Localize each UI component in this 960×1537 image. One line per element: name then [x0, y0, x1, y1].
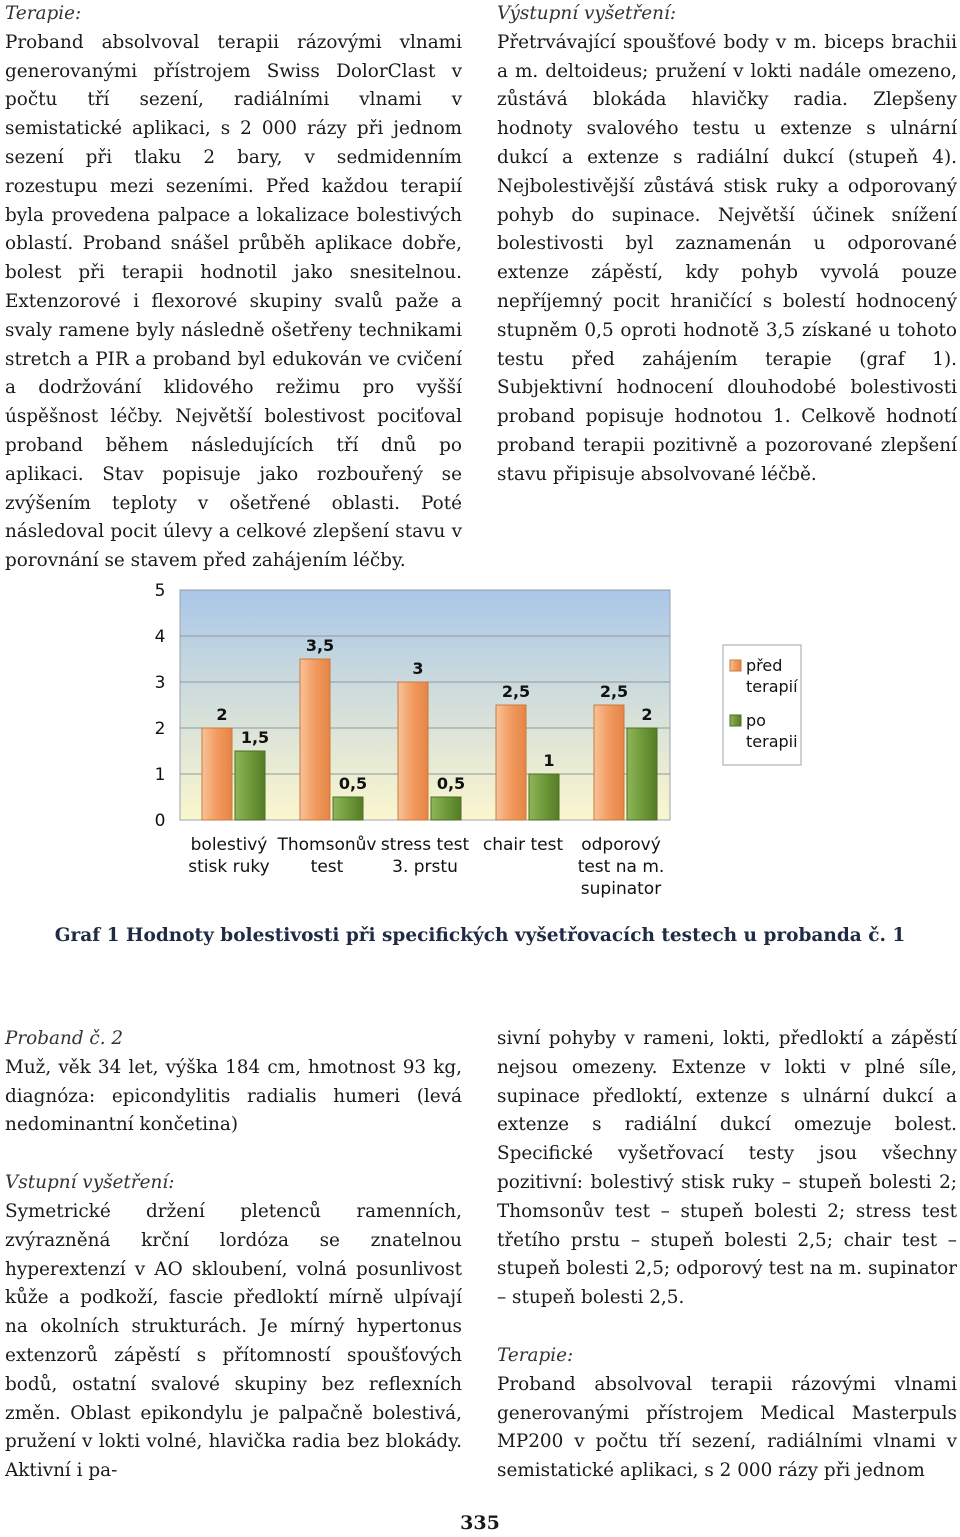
bar-value-label: 0,5: [436, 774, 466, 793]
legend-label: před: [746, 656, 783, 675]
y-tick-label: 3: [154, 673, 166, 693]
page-number: 335: [460, 1512, 500, 1534]
legend-swatch-0: [730, 660, 741, 671]
figure-caption: Graf 1 Hodnoty bolestivosti při specifických vyšetřovacích testech u probanda č. 1: [54, 925, 906, 946]
bar-value-label: 2: [216, 705, 228, 724]
y-tick-label: 2: [154, 719, 166, 739]
article-column-bottom-left: [5, 1025, 462, 1486]
y-tick-label: 5: [154, 581, 166, 601]
bar-value-label: 1: [543, 751, 555, 770]
bar-value-label: 0,5: [338, 774, 368, 793]
section-heading-therapy: Terapie:: [5, 3, 82, 24]
bar-before-1: [300, 659, 330, 820]
legend-label: terapií: [746, 677, 798, 696]
chart-canvas: [140, 570, 840, 900]
bar-value-label: 2,5: [599, 682, 629, 701]
bar-value-label: 2: [641, 705, 653, 724]
bar-before-3: [496, 705, 526, 820]
bar-value-label: 1,5: [240, 728, 270, 747]
article-column-bottom-right: [497, 1025, 957, 1486]
bar-value-label: 2,5: [501, 682, 531, 701]
bar-before-4: [594, 705, 624, 820]
bar-after-0: [235, 751, 265, 820]
bar-before-2: [398, 682, 428, 820]
therapy-paragraph: Proband absolvoval terapii rázovými vlnami generovanými přístrojem Swiss DolorClast v počtu tří sezení, radiálními vlnami v semistatické aplikaci, s 2 000 rázy při jednom sezení při tlaku 2 bary, v sedmidenním rozestupu mezi sezeními. Před každou terapií byla provedena palpace a lokalizace bolestivých oblastí. Proband snášel průběh aplikace dobře, bolest při terapii hodnotil jako snesitelnou. Extenzorové i flexorové skupiny svalů paže a svaly ramene byly následně ošetřeny technikami stretch a PIR a proband byl edukován ve cvičení a dodržování klidového režimu pro vyšší úspěšnost léčby. Největší bolestivost pociťoval proband během následujících tří dnů po aplikaci. Stav popisuje jako rozbouřený se zvýšením teploty v ošetřené oblasti. Poté následoval pocit úlevy a celkové zlepšení stavu v porovnání se stavem před zahájením léčby.: [5, 31, 462, 572]
input-exam-continuation: sivní pohyby v rameni, lokti, předloktí a zápěstí nejsou omezeny. Extenze v lokti v plné síle, supinace předloktí, extenze s ulnární dukcí a extenze s radiální dukcí omezuje bolest. Specifické vyšetřovací testy jsou všechny pozitivní: bolestivý stisk ruky – stupeň bolesti 2; Thomsonův test – stupeň bolesti 2; stress test třetího prstu – stupeň bolesti 2,5; chair test – stupeň bolesti 2,5; odporový test na m. supinator – stupeň bolesti 2,5.: [497, 1028, 957, 1309]
bar-value-label: 3,5: [305, 636, 335, 655]
x-tick-label: odporový: [581, 835, 661, 855]
legend-label: terapii: [746, 732, 798, 751]
therapy-2-paragraph: Proband absolvoval terapii rázovými vlnami generovanými přístrojem Medical Masterpuls MP200 v počtu tří sezení, radiálními vlnami v semistatické aplikaci, s 2 000 rázy při jednom: [497, 1373, 957, 1482]
x-tick-label: bolestivý: [190, 835, 268, 855]
x-tick-label: stisk ruky: [188, 857, 270, 877]
pain-chart: [140, 570, 840, 900]
input-exam-paragraph: Symetrické držení pletenců ramenních, zvýrazněná krční lordóza se znatelnou hyperextenzí v AO skloubení, volná posunlivost kůže a podkoží, fascie předloktí mírně ulpívají na okolních strukturách. Je mírný hypertonus extenzorů zápěstí s přítomností spoušťových bodů, ostatní svalové skupiny bez reflexních změn. Oblast epikondylu je palpačně bolestivá, pružení v lokti volné, hlavička radia bez blokády. Aktivní i pa-: [5, 1200, 462, 1482]
bar-after-2: [431, 797, 461, 820]
y-tick-label: 0: [154, 811, 166, 831]
bar-after-3: [529, 774, 559, 820]
x-tick-label: 3. prstu: [392, 857, 458, 877]
y-tick-label: 1: [154, 765, 166, 785]
section-heading-therapy-2: Terapie:: [497, 1344, 574, 1366]
output-exam-paragraph: Přetrvávající spoušťové body v m. biceps brachii a m. deltoideus; pružení v lokti nadále omezeno, zůstává blokáda hlavičky radia. Zlepšeny hodnoty svalového testu u extenze s ulnární dukcí a extenze s radiální dukcí (stupeň 4). Nejbolestivější zůstává stisk ruky a odporovaný pohyb do supinace. Největší účinek snížení bolestivosti byl zaznamenán u odporované extenze zápěstí, kdy pohyb vyvolá pouze nepříjemný pocit hraničící s bolestí hodnocený stupněm 0,5 oproti hodnotě 3,5 získané u tohoto testu před zahájením terapie (graf 1). Subjektivní hodnocení dlouhodobé bolestivosti proband popisuje hodnotou 1. Celkově hodnotí proband terapii pozitivně a pozorované zlepšení stavu připisuje absolvované léčbě.: [497, 31, 957, 485]
legend-swatch-1: [730, 715, 741, 726]
x-tick-label: supinator: [580, 879, 662, 899]
section-heading-input-exam: Vstupní vyšetření:: [5, 1172, 175, 1194]
x-tick-label: chair test: [482, 835, 564, 855]
bar-after-4: [627, 728, 657, 820]
x-tick-label: test: [310, 857, 344, 877]
y-tick-label: 4: [154, 627, 166, 647]
article-column-top-right: [497, 0, 957, 490]
article-column-top-left: [5, 0, 462, 576]
section-heading-output-exam: Výstupní vyšetření:: [497, 3, 677, 24]
section-heading-proband-2: Proband č. 2: [5, 1028, 124, 1049]
legend-label: po: [746, 711, 766, 730]
x-tick-label: stress test: [380, 835, 470, 855]
bar-before-0: [202, 728, 232, 820]
bar-value-label: 3: [412, 659, 424, 678]
bar-after-1: [333, 797, 363, 820]
proband-2-paragraph: Muž, věk 34 let, výška 184 cm, hmotnost 93 kg, diagnóza: epicondylitis radialis humeri (levá nedominantní končetina): [5, 1056, 462, 1136]
x-tick-label: Thomsonův: [277, 835, 377, 855]
x-tick-label: test na m.: [577, 857, 665, 877]
